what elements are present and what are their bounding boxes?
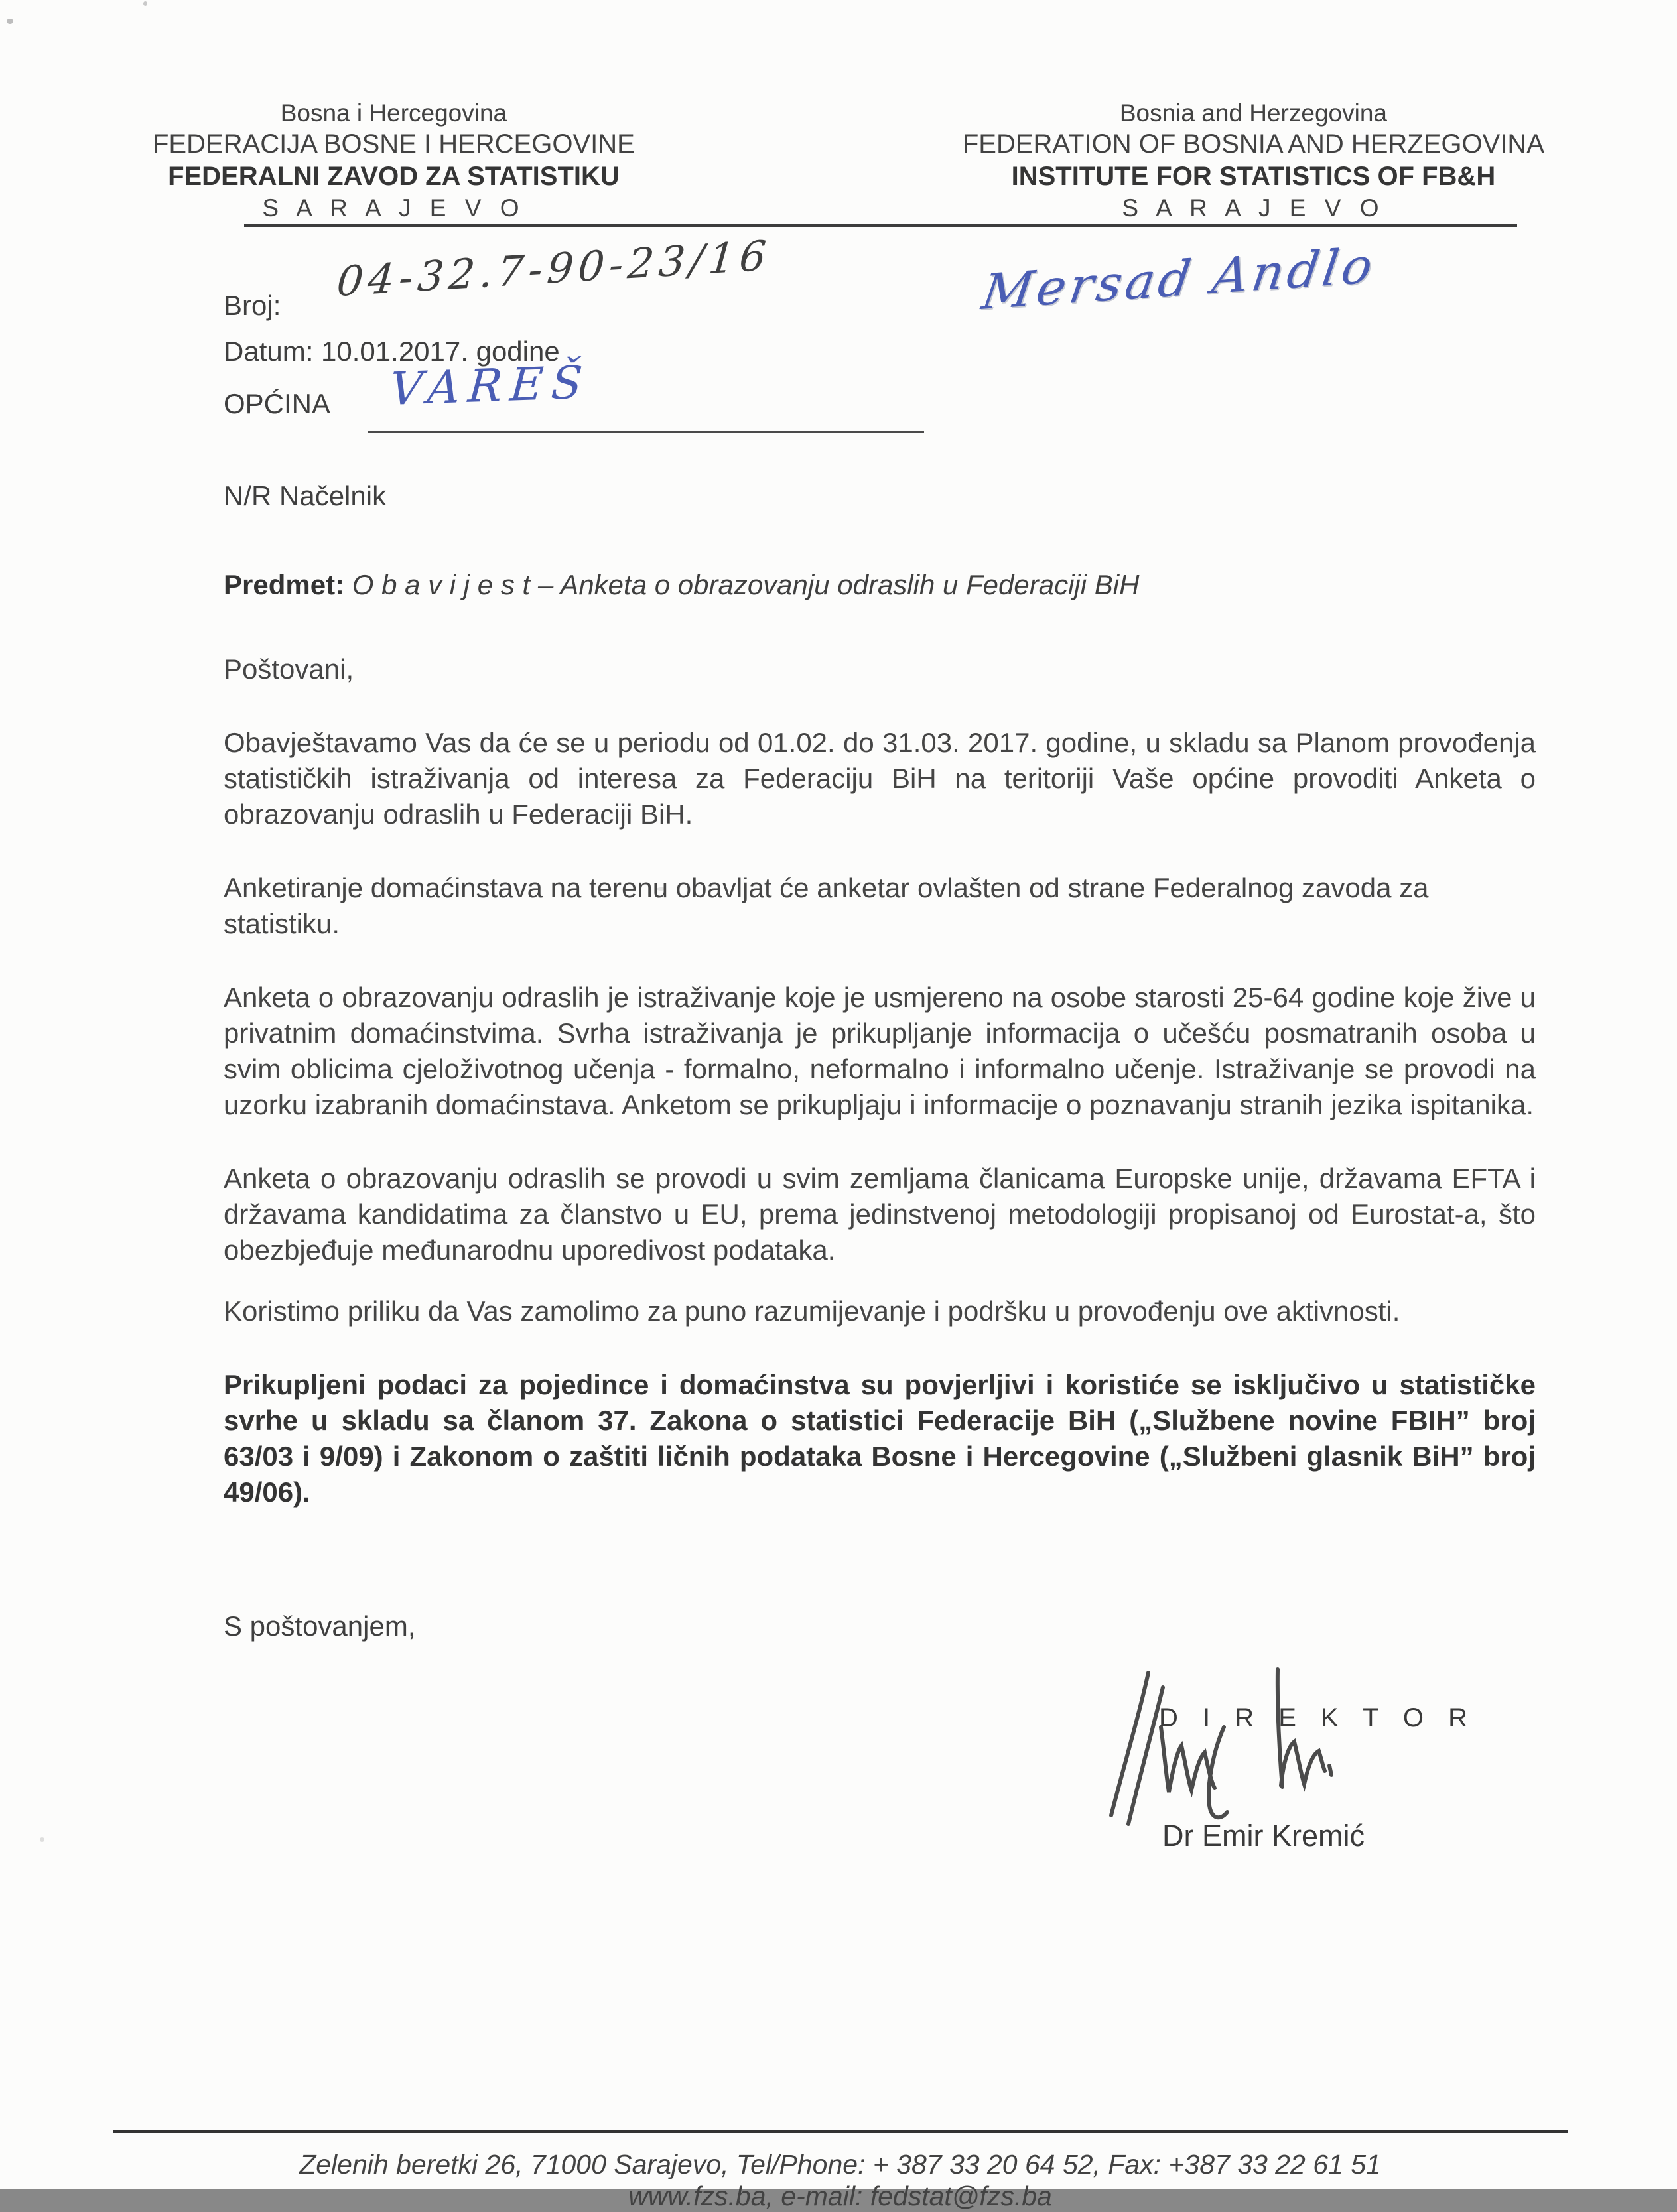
institute-name-en: INSTITUTE FOR STATISTICS OF FB&H xyxy=(1011,161,1496,191)
director-title: D I R E K T O R xyxy=(1159,1703,1477,1732)
paragraph-confidentiality: Prikupljeni podaci za pojedince i domaćinstva su povjerljivi i koristiće se isključivo u statističke svrhe u skladu sa članom 37. Zakona o statistici Federacije BiH („Službene novine FBIH” broj 63/03 i 9/09) i Zakonom o zaštiti ličnih podataka Bosne i Hercegovine („Službeni glasnik BiH” broj 49/06). xyxy=(224,1369,1536,1508)
director-name: Dr Emir Kremić xyxy=(1162,1819,1365,1853)
salutation: Poštovani, xyxy=(224,653,354,684)
municipality-handwritten: VAREŠ xyxy=(388,356,592,416)
subject-label: Predmet: xyxy=(224,569,345,600)
scan-speck xyxy=(7,19,13,24)
received-signature-handwritten: Mersad Andlo xyxy=(978,237,1380,321)
city-name-bs: S A R A J E V O xyxy=(262,194,525,222)
city-name-en: S A R A J E V O xyxy=(1122,194,1385,222)
recipient-line: N/R Načelnik xyxy=(224,480,387,511)
date-line: Datum: 10.01.2017. godine xyxy=(224,336,560,367)
closing-line: S poštovanjem, xyxy=(224,1610,416,1642)
municipality-underline xyxy=(368,431,924,433)
paragraph-announcement: Obavještavamo Vas da će se u periodu od 01.02. do 31.03. 2017. godine, u skladu sa Planom provođenja statističkih istraživanja od interesa za Federaciju BiH na teritoriji Vaše općine provoditi Anketa o obrazovanju odraslih u Federaciji BiH. xyxy=(224,727,1536,830)
letter-body xyxy=(224,651,1536,1548)
paragraph-eu-methodology: Anketa o obrazovanju odraslih se provodi u svim zemljama članicama Europske unije, državama EFTA i državama kandidatima za članstvo u EU, prema jedinstvenoj metodologiji propisanoj od Eurostat-a, što obezbjeđuje međunarodnu uporedivost podataka. xyxy=(224,1163,1536,1266)
federation-name-en: FEDERATION OF BOSNIA AND HERZEGOVINA xyxy=(962,129,1544,159)
letterhead xyxy=(153,98,1544,223)
federation-name-bs: FEDERACIJA BOSNE I HERCEGOVINE xyxy=(153,129,635,159)
paragraph-support-request: Koristimo priliku da Vas zamolimo za puno razumijevanje i podršku u provođenju ove aktivnosti. xyxy=(224,1295,1400,1327)
letterhead-bosnian xyxy=(153,98,635,223)
subject-line xyxy=(224,569,1139,601)
reference-number-label: Broj: xyxy=(224,290,281,321)
paragraph-interviewer: Anketiranje domaćinstava na terenu obavljat će anketar ovlašten od strane Federalnog zavoda za statistiku. xyxy=(224,872,1429,939)
municipality-label: OPĆINA xyxy=(224,388,331,419)
letterhead-divider-line xyxy=(244,224,1517,227)
footer-divider-line xyxy=(113,2130,1568,2133)
country-name-en: Bosnia and Herzegovina xyxy=(1119,99,1387,127)
footer-web-email-line: www.fzs.ba, e-mail: fedstat@fzs.ba xyxy=(628,2181,1052,2211)
footer-address-line: Zelenih beretki 26, 71000 Sarajevo, Tel/Phone: + 387 33 20 64 52, Fax: +387 33 22 61 51 xyxy=(299,2149,1381,2179)
reference-number-handwritten: 04-32.7-90-23/16 xyxy=(335,231,773,306)
subject-text: O b a v i j e s t – Anketa o obrazovanju odraslih u Federaciji BiH xyxy=(352,569,1140,600)
letterhead-english xyxy=(963,98,1544,223)
scan-speck xyxy=(143,1,147,6)
paragraph-survey-description: Anketa o obrazovanju odraslih je istraživanje koje je usmjereno na osobe starosti 25-64 godine koje žive u privatnim domaćinstvima. Svrha istraživanja je prikupljanje informacija o učešću posmatranih osoba u svim oblicima cjeloživotnog učenja - formalno, neformalno i informalno učenje. Istraživanje se provodi na uzorku izabranih domaćinstava. Anketom se prikupljaju i informacije o poznavanju stranih jezika ispitanika. xyxy=(224,982,1536,1120)
institute-name-bs: FEDERALNI ZAVOD ZA STATISTIKU xyxy=(168,161,620,191)
country-name-bs: Bosna i Hercegovina xyxy=(280,99,507,127)
scan-speck xyxy=(40,1837,44,1842)
director-signature-handwritten xyxy=(1087,1653,1339,1845)
